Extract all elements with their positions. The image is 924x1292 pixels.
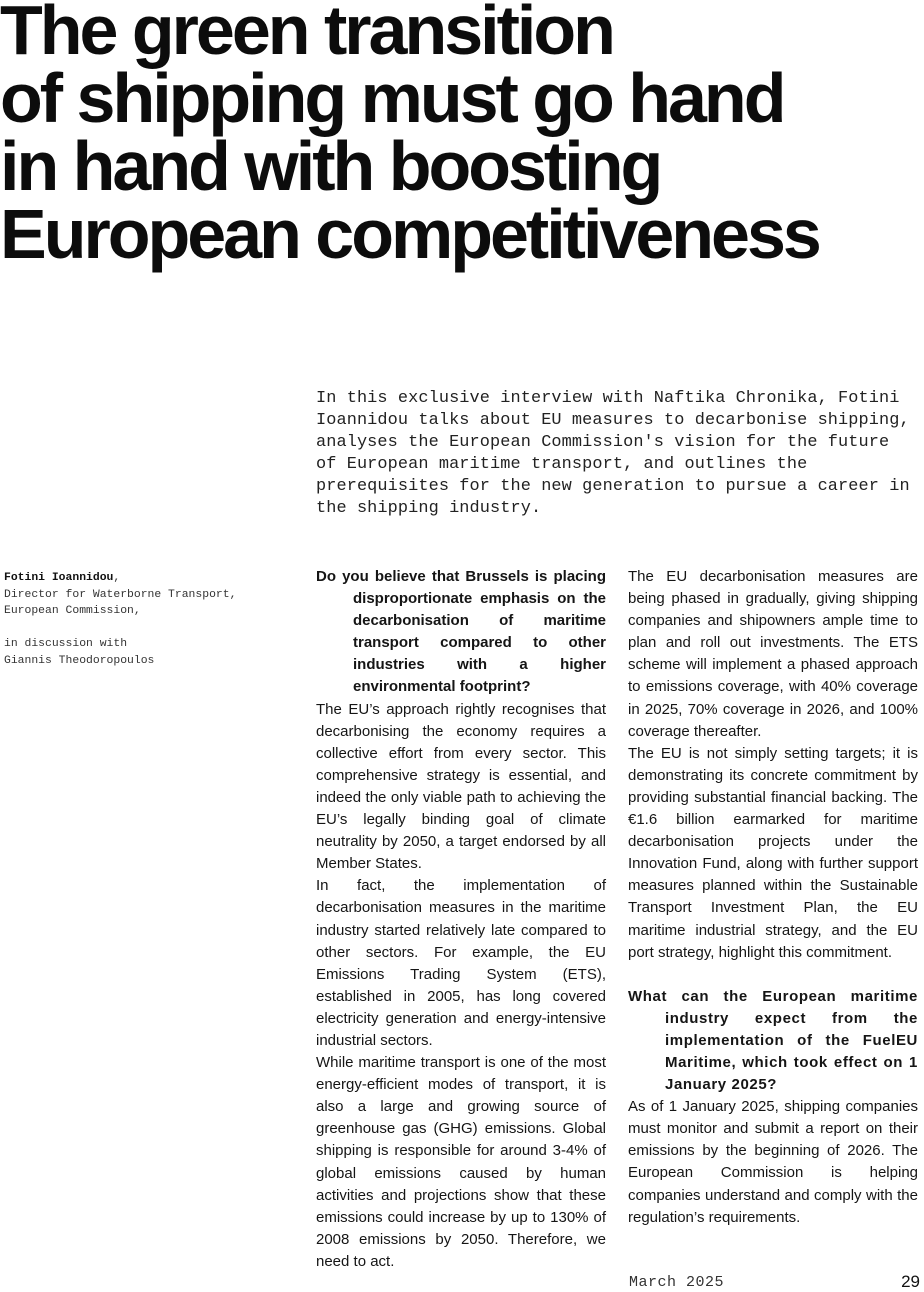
- body-column-1: [316, 566, 606, 1273]
- question-2: What can the European maritime industry expect from the implementation of the FuelEU Maritime, which took effect on 1 January 2025?: [628, 987, 918, 1094]
- interviewee-role: Director for Waterborne Transport,: [4, 588, 237, 601]
- answer-paragraph: In fact, the implementation of decarbonisation measures in the maritime industry started relatively late compared to other sectors. For example, the EU Emissions Trading System (ETS), established in 2005, has long covered electricity generation and energy-intensive industrial sectors.: [316, 877, 606, 1049]
- title-line: European competitiveness: [0, 195, 819, 273]
- byline: [4, 570, 284, 669]
- question-1: Do you believe that Brussels is placing disproportionate emphasis on the decarbonisation of maritime transport compared to other industries with a higher environmental footprint?: [316, 568, 606, 696]
- answer-paragraph: While maritime transport is one of the most energy-efficient modes of transport, it is also a large and growing source of greenhouse gas (GHG) emissions. Global shipping is responsible for around 3-4% of global emissions caused by human activities and projections show that these emissions could increase by up to 130% of 2008 emissions by 2050. Therefore, we need to act.: [316, 1054, 606, 1270]
- issue-date: March 2025: [629, 1274, 725, 1291]
- article-title: [0, 0, 920, 273]
- article-lede: In this exclusive interview with Naftika Chronika, Fotini Ioannidou talks about EU measures to decarbonise shipping, analyses the European Commission's vision for the future of European maritime transport, and outlines the prerequisites for the new generation to pursue a career in the shipping industry.: [316, 389, 910, 518]
- byline-name-line: [4, 570, 284, 587]
- title-line: of shipping must go hand: [0, 59, 784, 137]
- body-column-2: [628, 566, 918, 1229]
- page-number: 29: [901, 1272, 920, 1291]
- answer-paragraph: The EU’s approach rightly recognises that decarbonising the economy requires a collective effort from every sector. This comprehensive strategy is essential, and indeed the only viable path to achieving the EU’s legally binding goal of climate neutrality by 2050, a target endorsed by all Member States.: [316, 700, 606, 873]
- discussion-label: in discussion with: [4, 638, 128, 650]
- title-line: The green transition: [0, 0, 613, 69]
- name-suffix: ,: [113, 572, 121, 584]
- interviewer-name: Giannis Theodoropoulos: [4, 654, 155, 667]
- answer-paragraph: As of 1 January 2025, shipping companies must monitor and submit a report on their emissions by the beginning of 2026. The European Commission is helping companies understand and comply with the regulation’s requirements.: [628, 1098, 918, 1226]
- byline-spacer: [4, 620, 284, 637]
- interviewee-org: European Commission,: [4, 605, 141, 617]
- answer-paragraph: The EU is not simply setting targets; it is demonstrating its concrete commitment by providing substantial financial backing. The €1.6 billion earmarked for maritime decarbonisation projects under the Innovation Fund, along with further support measures planned within the Sustainable Transport Investment Plan, the EU maritime industrial strategy, and the EU port strategy, highlight this commitment.: [628, 744, 918, 961]
- answer-paragraph: The EU decarbonisation measures are being phased in gradually, giving shipping companies and shipowners ample time to plan and roll out investments. The ETS scheme will implement a phased approach to emissions coverage, with 40% coverage in 2025, 70% coverage in 2026, and 100% coverage thereafter.: [628, 568, 918, 740]
- interviewee-name: Fotini Ioannidou: [4, 572, 114, 584]
- title-line: in hand with boosting: [0, 127, 661, 205]
